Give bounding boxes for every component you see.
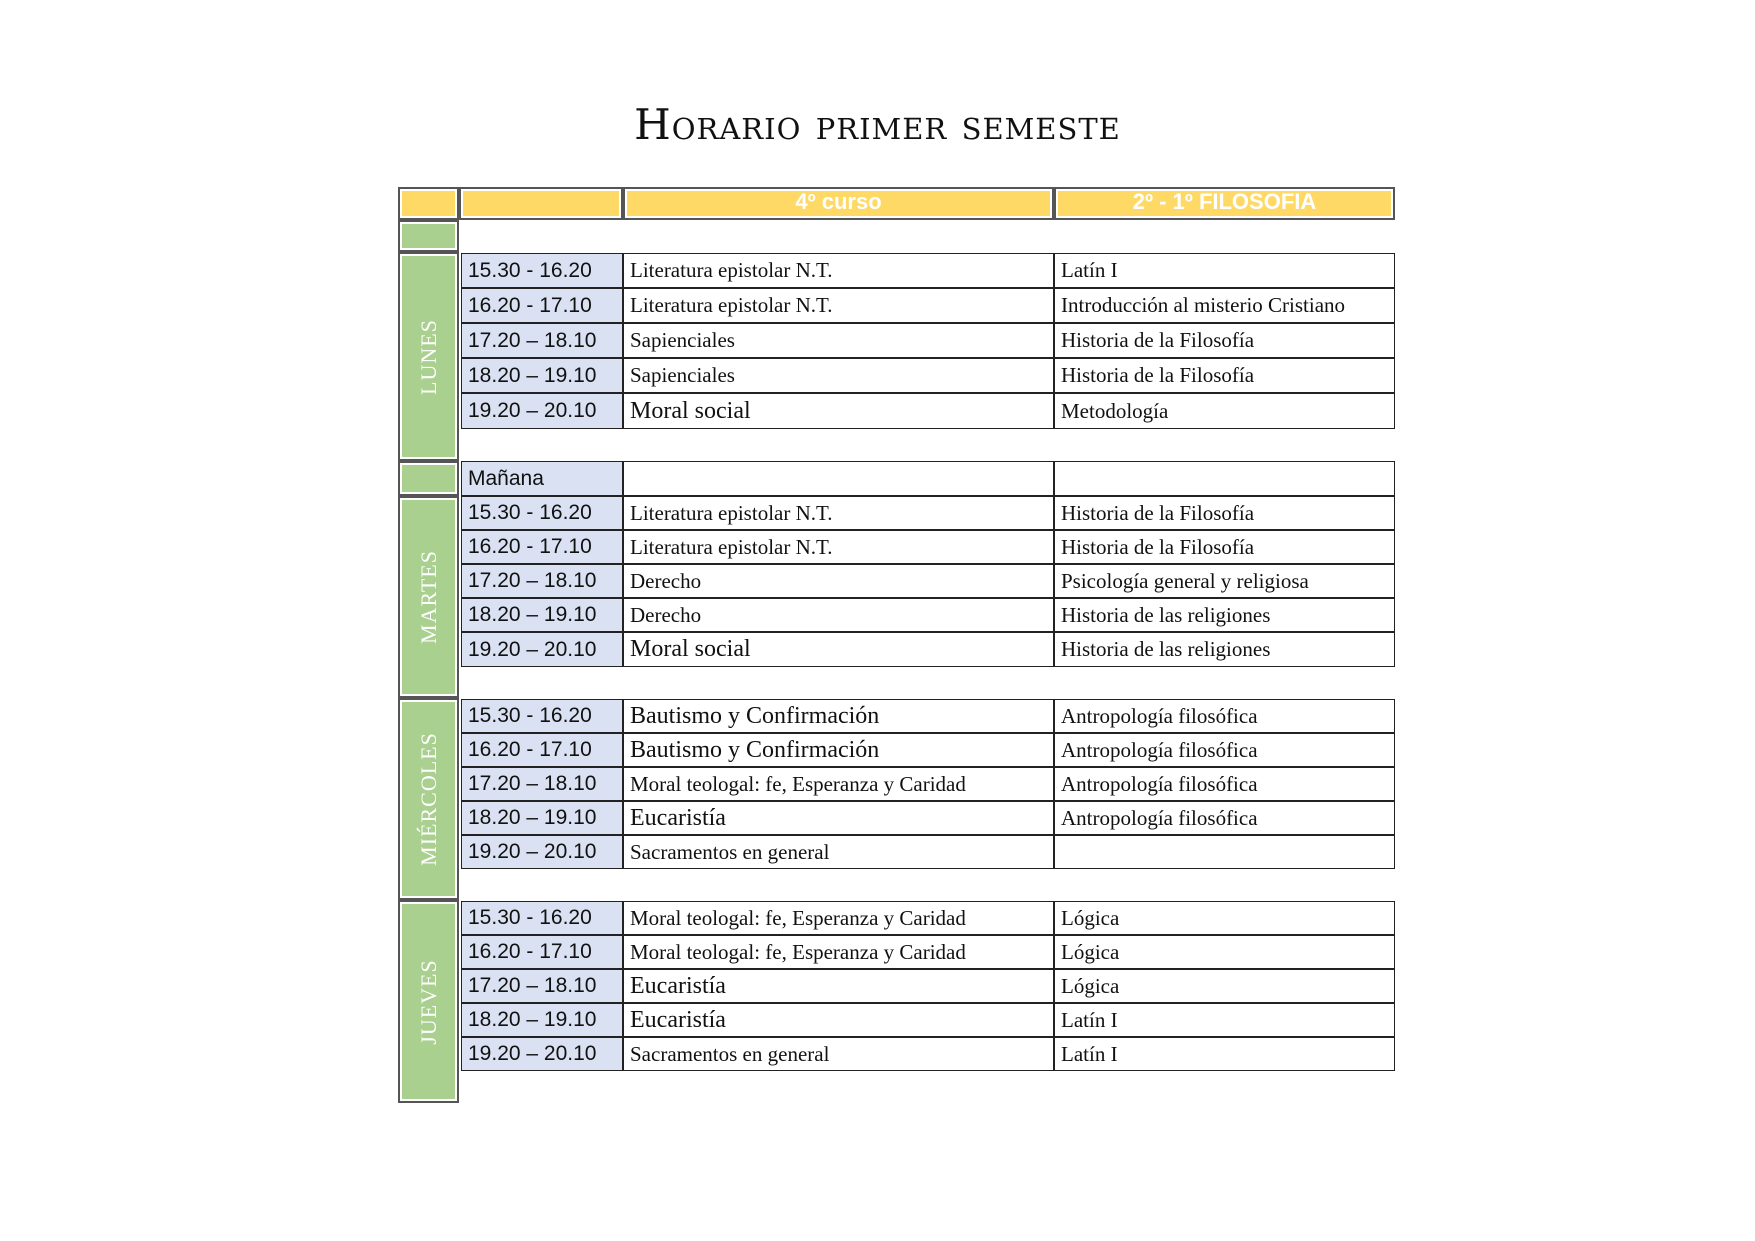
header-time-col — [459, 187, 623, 220]
subject-filosofia: Antropología filosófica — [1054, 801, 1395, 835]
day-label-jueves: JUEVES — [415, 958, 441, 1045]
time-cell: 16.20 - 17.10 — [461, 733, 623, 767]
day-column-miercoles — [398, 698, 459, 900]
page-title: Horario primer semeste — [634, 100, 1121, 149]
day-label-lunes: LUNES — [415, 318, 441, 395]
time-cell: 19.20 – 20.10 — [461, 1037, 623, 1071]
time-cell: 16.20 - 17.10 — [461, 935, 623, 969]
time-cell: 18.20 – 19.10 — [461, 358, 623, 393]
subject-filosofia — [1054, 835, 1395, 869]
subject-filosofia: Historia de las religiones — [1054, 598, 1395, 632]
subject-4-curso — [623, 461, 1054, 496]
subject-filosofia: Latín I — [1054, 1003, 1395, 1037]
subject-filosofia: Psicología general y religiosa — [1054, 564, 1395, 598]
subject-filosofia: Antropología filosófica — [1054, 733, 1395, 767]
subject-4-curso: Eucaristía — [623, 801, 1054, 835]
time-cell: 15.30 - 16.20 — [461, 901, 623, 935]
time-cell: 15.30 - 16.20 — [461, 496, 623, 530]
day-label-miercoles: MIÉRCOLES — [415, 732, 441, 866]
subject-filosofia: Introducción al misterio Cristiano — [1054, 288, 1395, 323]
subject-filosofia: Latín I — [1054, 1037, 1395, 1071]
subject-filosofia: Historia de la Filosofía — [1054, 496, 1395, 530]
time-cell: 17.20 – 18.10 — [461, 969, 623, 1003]
time-cell: 18.20 – 19.10 — [461, 801, 623, 835]
time-cell: 15.30 - 16.20 — [461, 253, 623, 288]
day-label-martes: MARTES — [415, 550, 441, 644]
day-column-lunes — [398, 252, 459, 461]
subject-filosofia: Lógica — [1054, 969, 1395, 1003]
subject-filosofia: Historia de la Filosofía — [1054, 358, 1395, 393]
subject-filosofia: Latín I — [1054, 253, 1395, 288]
header-filosofia: 2º - 1º FILOSOFIA — [1054, 187, 1395, 220]
subject-filosofia — [1054, 461, 1395, 496]
subject-4-curso: Literatura epistolar N.T. — [623, 530, 1054, 564]
subject-4-curso: Sapienciales — [623, 358, 1054, 393]
time-cell: 15.30 - 16.20 — [461, 699, 623, 733]
subject-filosofia: Metodología — [1054, 393, 1395, 429]
time-cell: 18.20 – 19.10 — [461, 1003, 623, 1037]
time-cell: 18.20 – 19.10 — [461, 598, 623, 632]
time-cell: 16.20 - 17.10 — [461, 530, 623, 564]
subject-4-curso: Moral teologal: fe, Esperanza y Caridad — [623, 767, 1054, 801]
header-corner — [398, 187, 459, 220]
subject-filosofia: Historia de la Filosofía — [1054, 323, 1395, 358]
time-cell: 16.20 - 17.10 — [461, 288, 623, 323]
time-cell: 19.20 – 20.10 — [461, 632, 623, 667]
subject-4-curso: Eucaristía — [623, 969, 1054, 1003]
subject-4-curso: Derecho — [623, 564, 1054, 598]
subject-4-curso: Literatura epistolar N.T. — [623, 253, 1054, 288]
subject-4-curso: Bautismo y Confirmación — [623, 733, 1054, 767]
subject-4-curso: Moral social — [623, 632, 1054, 667]
time-cell: 17.20 – 18.10 — [461, 323, 623, 358]
time-cell: 17.20 – 18.10 — [461, 564, 623, 598]
subject-4-curso: Moral social — [623, 393, 1054, 429]
day-column-martes — [398, 496, 459, 698]
subject-4-curso: Moral teologal: fe, Esperanza y Caridad — [623, 901, 1054, 935]
day-column-manana — [398, 461, 459, 496]
day-column-jueves — [398, 900, 459, 1103]
time-cell: 17.20 – 18.10 — [461, 767, 623, 801]
subject-filosofia: Antropología filosófica — [1054, 699, 1395, 733]
subject-filosofia: Historia de las religiones — [1054, 632, 1395, 667]
spacer-day-cell — [398, 220, 459, 252]
subject-4-curso: Eucaristía — [623, 1003, 1054, 1037]
subject-filosofia: Lógica — [1054, 935, 1395, 969]
subject-4-curso: Literatura epistolar N.T. — [623, 288, 1054, 323]
subject-4-curso: Sacramentos en general — [623, 835, 1054, 869]
time-cell: 19.20 – 20.10 — [461, 835, 623, 869]
subject-4-curso: Bautismo y Confirmación — [623, 699, 1054, 733]
subject-filosofia: Antropología filosófica — [1054, 767, 1395, 801]
subject-4-curso: Moral teologal: fe, Esperanza y Caridad — [623, 935, 1054, 969]
subject-4-curso: Sapienciales — [623, 323, 1054, 358]
time-cell: Mañana — [461, 461, 623, 496]
time-cell: 19.20 – 20.10 — [461, 393, 623, 429]
header-4-curso: 4º curso — [623, 187, 1054, 220]
subject-4-curso: Sacramentos en general — [623, 1037, 1054, 1071]
subject-filosofia: Historia de la Filosofía — [1054, 530, 1395, 564]
subject-4-curso: Derecho — [623, 598, 1054, 632]
subject-filosofia: Lógica — [1054, 901, 1395, 935]
subject-4-curso: Literatura epistolar N.T. — [623, 496, 1054, 530]
